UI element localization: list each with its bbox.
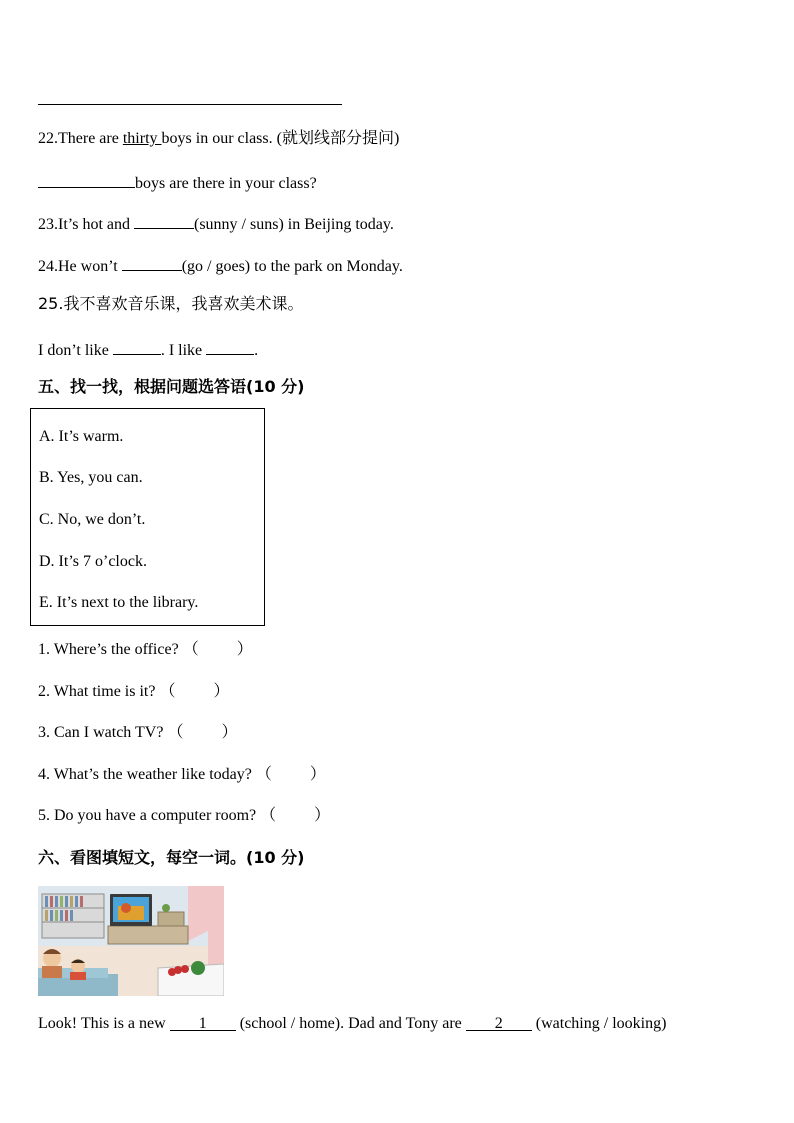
answer-blank[interactable] — [122, 254, 182, 271]
answer-blank[interactable] — [113, 338, 161, 355]
answer-blank[interactable] — [206, 338, 254, 355]
option-d: D. It’s 7 o’clock. — [39, 553, 147, 570]
option-c: C. No, we don’t. — [39, 511, 146, 528]
s5-question-1: 1. Where’s the office? （ ） — [38, 641, 253, 658]
question-25: 25.我不喜欢音乐课，我喜欢美术课。 — [38, 294, 304, 313]
passage-blank-2[interactable]: 2 — [466, 1014, 532, 1031]
section-6-title: 六、看图填短文，每空一词。(10 分) — [38, 848, 305, 867]
s5-question-5: 5. Do you have a computer room? （ ） — [38, 807, 331, 824]
answer-blank[interactable] — [134, 212, 194, 229]
question-23: 23.It’s hot and (sunny / suns) in Beijing today. — [38, 212, 394, 235]
answer-blank[interactable] — [38, 171, 135, 188]
option-b: B. Yes, you can. — [39, 469, 143, 486]
options-box — [30, 408, 265, 626]
question-number: 24. — [38, 258, 58, 275]
section-6-passage: Look! This is a new 1 (school / home). Dad and Tony are 2 (watching / looking) — [38, 1015, 667, 1032]
question-number: 22. — [38, 130, 58, 147]
passage-blank-1[interactable]: 1 — [170, 1014, 236, 1031]
question-24: 24.He won’t (go / goes) to the park on Monday. — [38, 254, 403, 277]
option-e: E. It’s next to the library. — [39, 594, 199, 611]
s5-question-2: 2. What time is it? （ ） — [38, 683, 230, 700]
question-number: 25. — [38, 294, 64, 313]
answer-paren[interactable]: （ ） — [255, 766, 326, 783]
question-25-answer: I don’t like . I like . — [38, 338, 258, 361]
section-5-title: 五、找一找，根据问题选答语(10 分) — [38, 377, 305, 396]
underlined-word: thirty — [122, 130, 162, 147]
answer-paren[interactable]: （ ） — [182, 641, 253, 658]
answer-paren[interactable]: （ ） — [260, 807, 331, 824]
living-room-illustration — [38, 886, 224, 996]
question-number: 23. — [38, 216, 58, 233]
answer-paren[interactable]: （ ） — [167, 724, 238, 741]
answer-line-prev — [38, 104, 342, 105]
question-22: 22.There are thirty boys in our class. (就划线部分提问) — [38, 130, 400, 147]
s5-question-3: 3. Can I watch TV? （ ） — [38, 724, 238, 741]
s5-question-4: 4. What’s the weather like today? （ ） — [38, 766, 326, 783]
option-a: A. It’s warm. — [39, 428, 124, 445]
question-22-answer: boys are there in your class? — [38, 171, 317, 194]
answer-paren[interactable]: （ ） — [159, 683, 230, 700]
